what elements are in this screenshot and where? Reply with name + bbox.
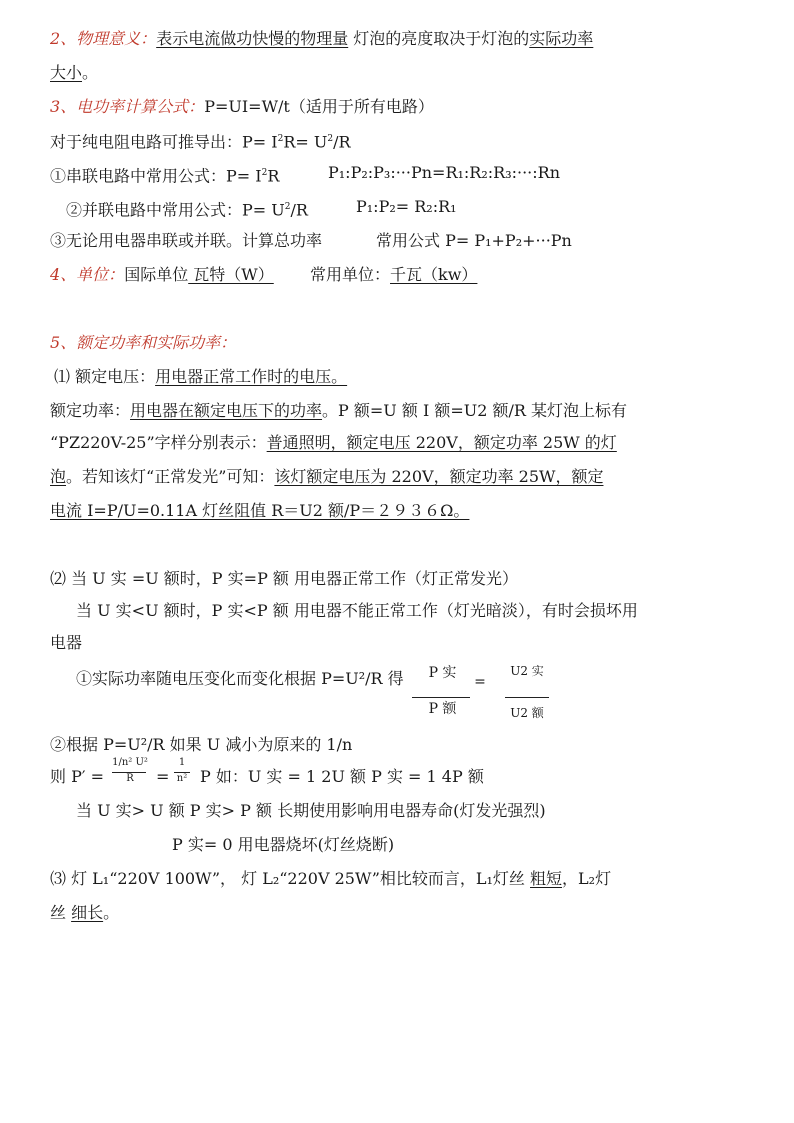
underlined-text: 泡 [50,467,67,486]
body-text: 。P 额=U 额 I 额=U2 额/R 某灯泡上标有 [322,401,628,420]
body-text: 国际单位 [124,265,189,284]
fraction2-denominator: U2 额 [510,706,544,720]
body-text: R= U [283,132,328,152]
parallel-line: ②并联电路中常用公式：$P= U^2/R$ [66,200,308,220]
case2-line6-lead: 则 P′ = [50,767,104,786]
underlined-text: 细长 [71,903,104,922]
body-text: 常用单位： [310,265,391,284]
body-text: “PZ220V-25”字样分别表示： [50,433,267,452]
total-power-formula: 常用公式 P= P₁+P₂+···Pn [376,231,572,250]
section-3-heading: 3、电功率计算公式： [50,97,205,116]
body-text: ⑶ 灯 L₁“220V 100W”， 灯 L₂“220V 25W”相比较而言，L₁灯丝 [50,869,531,888]
fraction-denominator: P 额 [428,701,457,717]
fraction2-bar [505,697,549,698]
frac-a-den: R [126,773,134,784]
case3-line2 [50,902,119,924]
body-text: ②并联电路中常用公式：P= U [66,200,285,220]
frac-a-num: 1/n² U² [112,757,148,768]
series-ratio: P₁:P₂:P₃:···Pn=R₁:R₂:R₃:···:Rn [328,163,560,182]
series-line: ①串联电路中常用公式：$P= I^2R$ [50,166,280,186]
body-text: 额定功率： [50,401,131,420]
underlined-text: 粗短 [530,869,563,888]
common-unit: 千瓦（kw） [390,265,478,284]
underlined-text: 普通照明，额定电压 220V，额定功率 25W 的灯 [266,433,617,452]
case2-line6-tail: P 如：U 实 = 1 2U 额 P 实 = 1 4P 额 [200,767,484,786]
body-text: /R [333,132,351,152]
common-unit-line [310,264,477,286]
case2-line7: 当 U 实> U 额 P 实> P 额 长期使用影响用电器寿命(灯发光强烈) [76,801,546,820]
case3-line1 [50,868,611,890]
underlined-text: 实际功率 [529,29,594,48]
power-formula: P=UI=W/t（适用于所有电路） [204,97,434,116]
rated-power-line3 [50,466,603,488]
parallel-ratio: P₁:P₂= R₂:R₁ [356,197,457,216]
equals-sign: = [156,767,170,786]
case2-line2: 当 U 实<U 额时，P 实<P 额 用电器不能正常工作（灯光暗淡），有时会损坏用 [76,601,638,620]
section-4-heading: 4、单位： [50,265,125,284]
case2-line4: ①实际功率随电压变化而变化根据 P=U²/R 得 [76,669,404,688]
fraction2-numerator: U2 实 [510,664,544,678]
case2-line3: 电器 [50,633,83,652]
body-text: 丝 [50,903,72,922]
body-text: /R [290,200,308,220]
frac-b-den: n² [176,773,188,784]
underlined-text: 该灯额定电压为 220V，额定功率 25W，额定 [274,467,604,486]
case2-line5: ②根据 P=U²/R 如果 U 减小为原来的 1/n [50,735,353,754]
body-text: ①串联电路中常用公式：P= I [50,166,262,186]
body-text: 对于纯电阻电路可推导出：P= I [50,132,278,152]
heading-text: 5、额定功率和实际功率： [50,333,237,352]
underlined-text: 用电器在额定电压下的功率 [130,401,323,420]
total-power-label: ③无论用电器串联或并联。计算总功率 [50,231,323,250]
rated-power-line2 [50,432,617,454]
si-unit: 瓦特（W） [188,265,274,284]
body-text: 。 [103,903,120,922]
section-2-line2 [50,62,98,84]
case2-line1: ⑵ 当 U 实 =U 额时，P 实=P 额 用电器正常工作（灯正常发光） [50,569,519,588]
section-3-line [50,96,434,118]
section-2-line1 [50,28,593,50]
body-text: R [267,166,280,186]
definition-text: 表示电流做功快慢的物理量 [156,29,349,48]
case2-line8: P 实= 0 用电器烧坏(灯丝烧断) [172,835,395,854]
rated-voltage-line [54,366,347,388]
body-text: 。若知该灯“正常发光”可知： [66,467,275,486]
rated-power-line1 [50,400,627,422]
body-text: 灯泡的亮度取决于灯泡的 [348,29,530,48]
rated-power-line4: 电流 I=P/U=0.11A 灯丝阻值 R＝U2 额/P＝２９３６Ω。 [50,501,470,520]
section-5-heading [50,332,236,354]
equals-sign: = [474,674,486,690]
underlined-text: 大小 [50,63,83,82]
pure-resistance-line: 对于纯电阻电路可推导出：$P= I^2R= U^2/R$ [50,132,351,152]
fraction-numerator: P 实 [428,665,457,681]
body-text: ，L₂灯 [562,869,612,888]
section-2-heading: 2、物理意义： [50,29,157,48]
frac-b-num: 1 [178,757,186,768]
underlined-text: 用电器正常工作时的电压。 [155,367,348,386]
section-4-line [50,264,274,286]
body-text: 。 [82,63,99,82]
body-text: ⑴ 额定电压： [54,367,156,386]
